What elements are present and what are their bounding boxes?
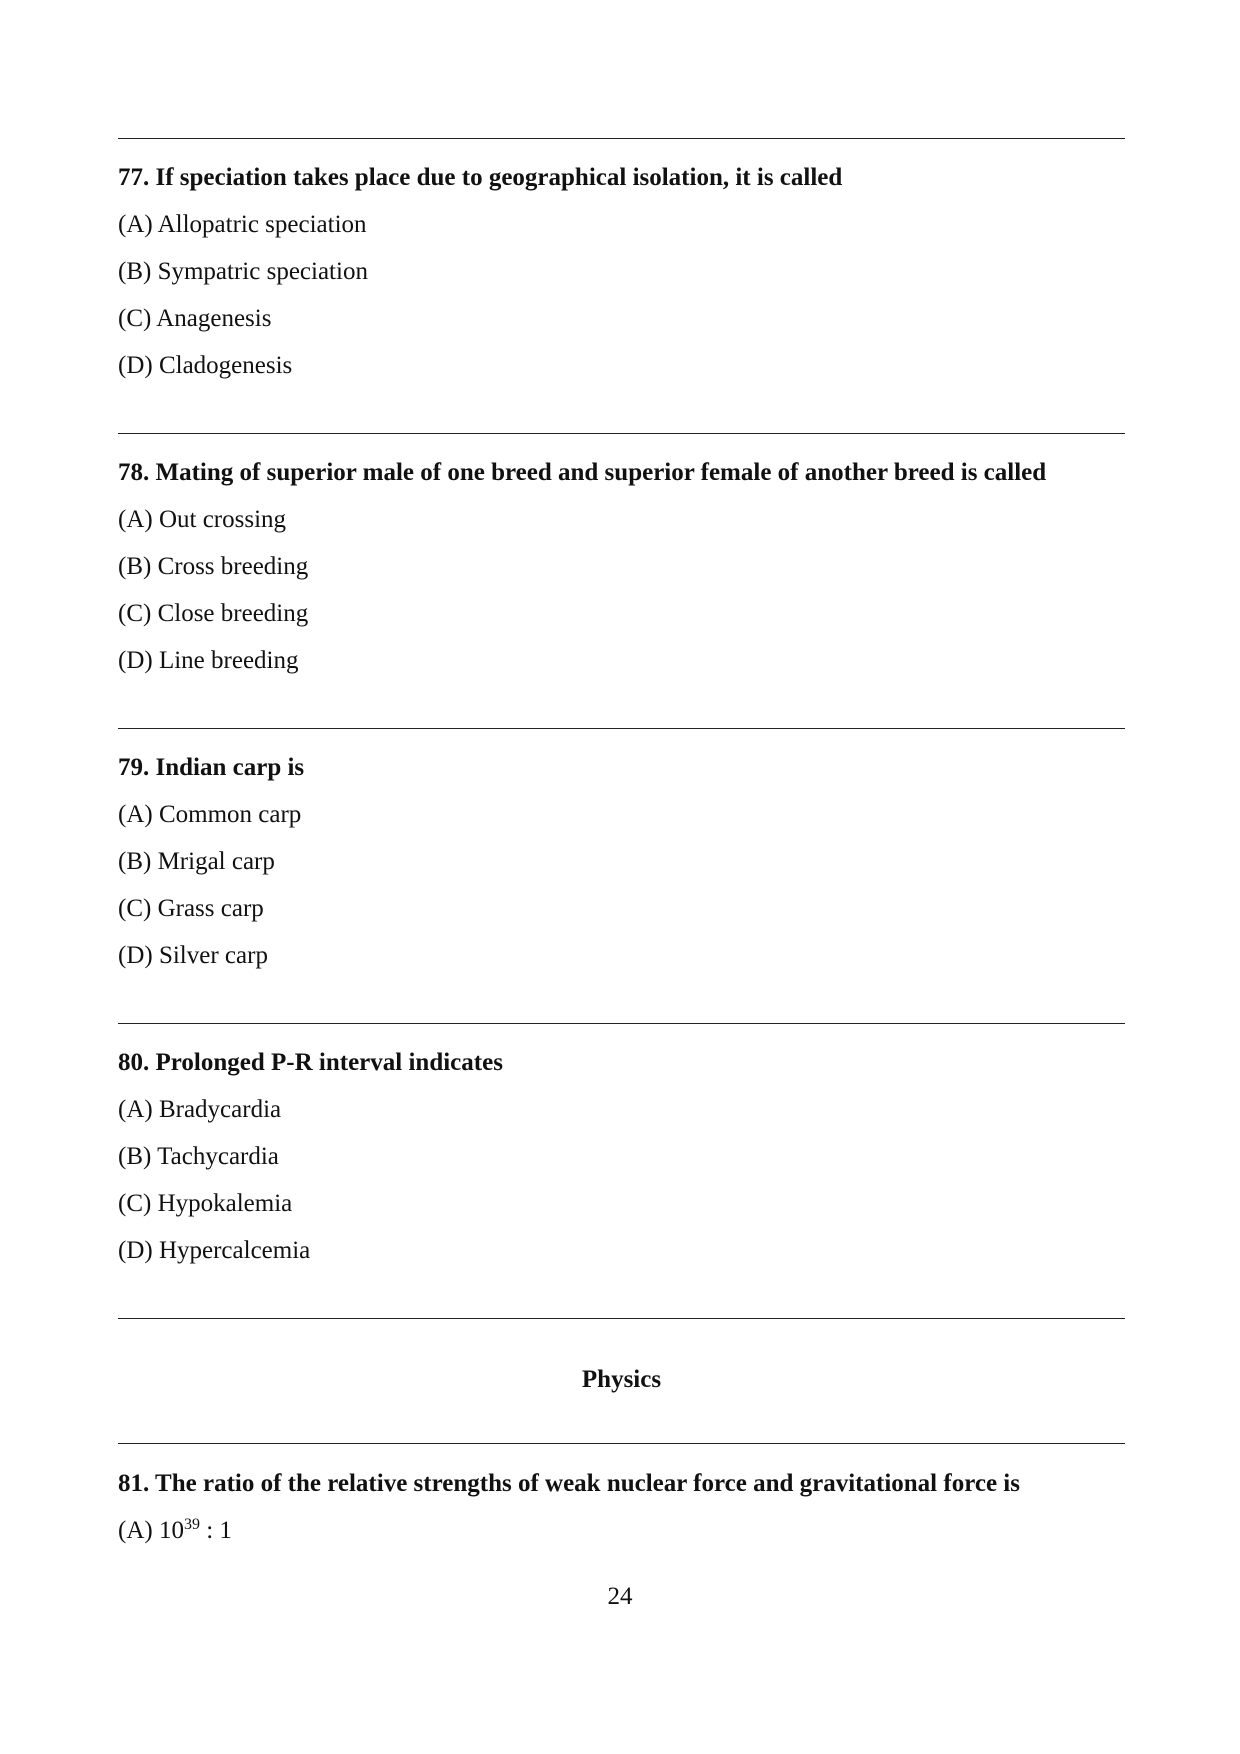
- option-d: (D) Line breeding: [118, 647, 299, 674]
- option-b: (B) Mrigal carp: [118, 848, 275, 875]
- question-title: 81. The ratio of the relative strengths of weak nuclear force and gravitational force is: [118, 1470, 1020, 1497]
- option-a: (A) Bradycardia: [118, 1096, 282, 1123]
- divider-rule: [118, 138, 1125, 139]
- option-c: (C) Grass carp: [118, 895, 264, 922]
- question-81: [118, 1469, 1128, 1546]
- option-c: (C) Hypokalemia: [118, 1190, 293, 1217]
- option-c: (C) Anagenesis: [118, 305, 272, 332]
- section-heading: Physics: [581, 1366, 662, 1393]
- option-d: (D) Silver carp: [118, 942, 268, 969]
- divider-rule: [118, 1318, 1125, 1319]
- question-title: 80. Prolonged P-R interval indicates: [118, 1049, 503, 1076]
- option-prefix: (A): [118, 1517, 159, 1544]
- question-title: 78. Mating of superior male of one breed and superior female of another breed is called: [118, 459, 1047, 486]
- option-a: (A) Out crossing: [118, 506, 287, 533]
- option-base: 10: [158, 1517, 184, 1544]
- option-suffix: : 1: [199, 1517, 232, 1544]
- option-exponent: 39: [183, 1516, 200, 1533]
- option-a: [118, 1516, 1128, 1546]
- option-b: (B) Sympatric speciation: [118, 258, 368, 285]
- option-a: (A) Allopatric speciation: [118, 211, 367, 238]
- option-c: (C) Close breeding: [118, 600, 309, 627]
- option-b: (B) Cross breeding: [118, 553, 309, 580]
- option-a: (A) Common carp: [118, 801, 302, 828]
- divider-rule: [118, 433, 1125, 434]
- divider-rule: [118, 1023, 1125, 1024]
- question-80: [118, 1048, 1128, 1266]
- question-title: 79. Indian carp is: [118, 754, 305, 781]
- divider-rule: [118, 1443, 1125, 1444]
- question-77: [118, 163, 1128, 381]
- question-78: [118, 458, 1128, 676]
- option-d: (D) Hypercalcemia: [118, 1237, 311, 1264]
- page-number: 24: [607, 1583, 633, 1610]
- option-d: (D) Cladogenesis: [118, 352, 293, 379]
- divider-rule: [118, 728, 1125, 729]
- option-b: (B) Tachycardia: [118, 1143, 279, 1170]
- question-79: [118, 753, 1128, 971]
- question-title: 77. If speciation takes place due to geographical isolation, it is called: [118, 164, 843, 191]
